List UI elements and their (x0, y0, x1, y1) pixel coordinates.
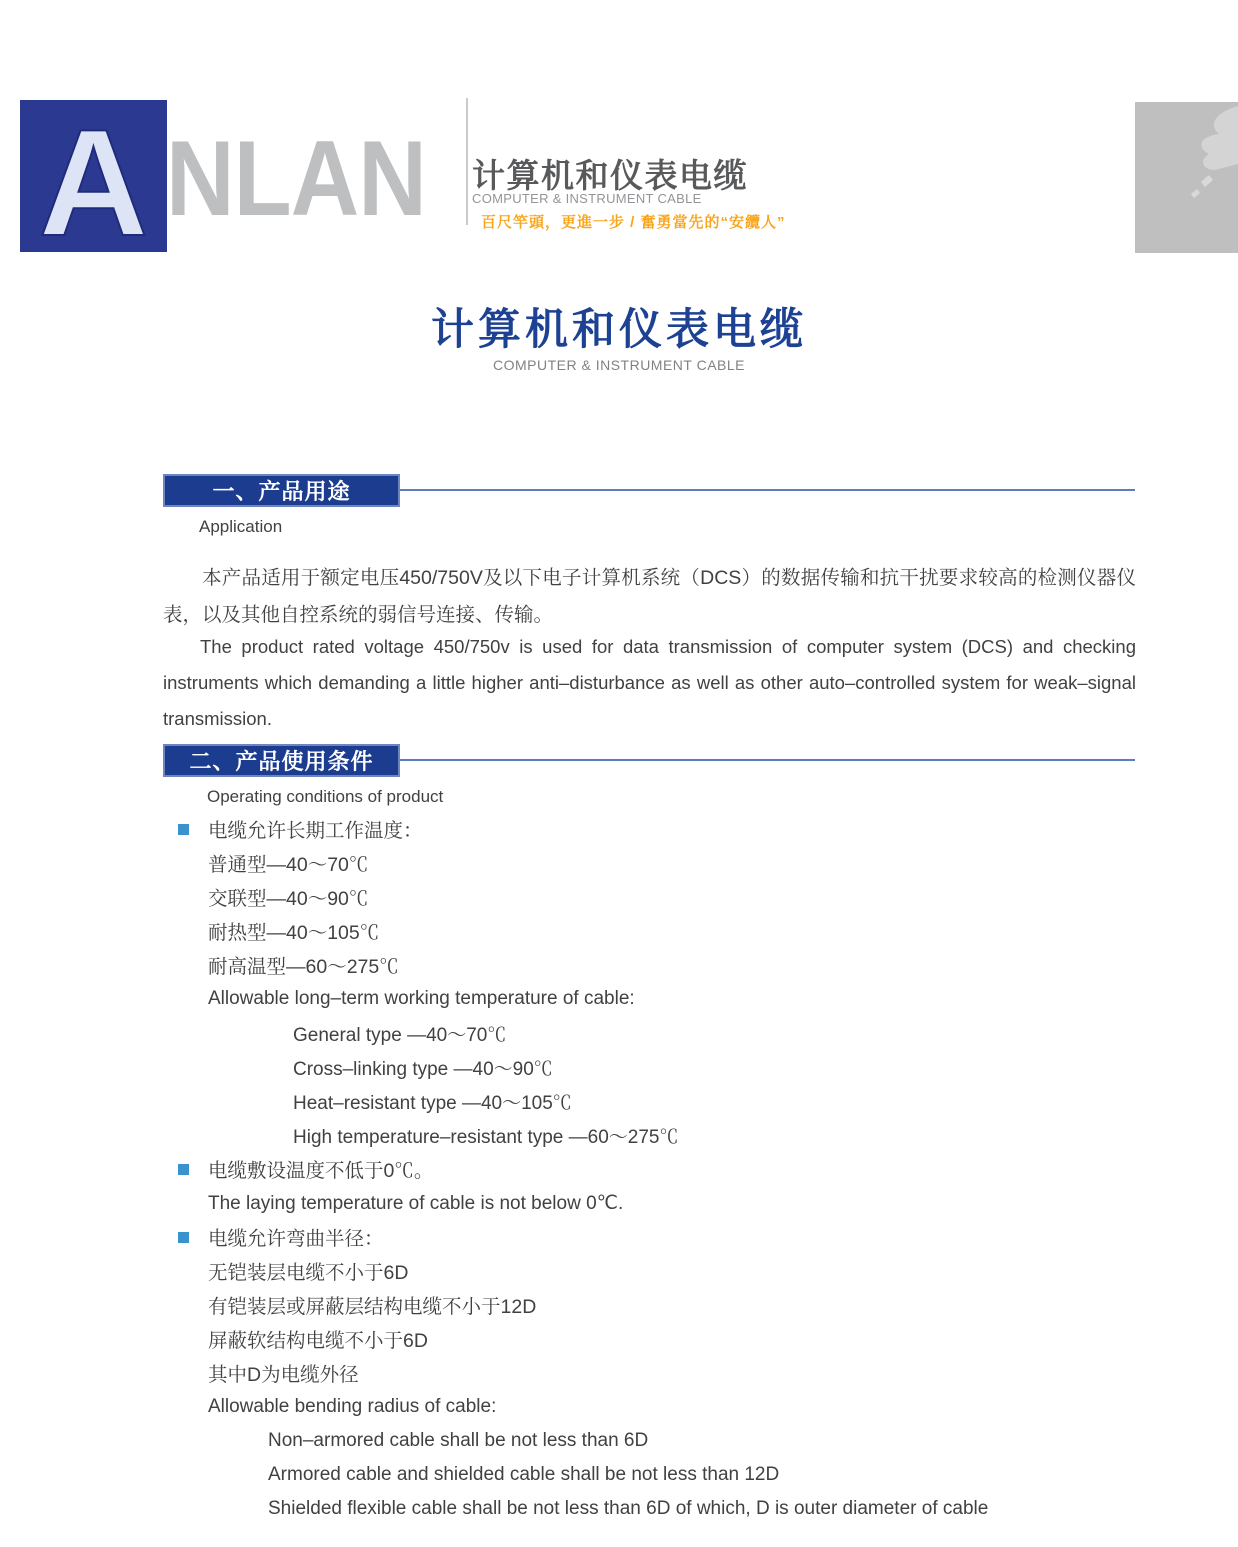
anlan-logo (20, 100, 167, 252)
operating-conditions-list (163, 812, 1136, 1526)
list-item: Allowable long–term working temperature of cable: (208, 988, 635, 1009)
list-item: 耐热型—40～105℃ (208, 922, 380, 944)
list-item (163, 1152, 1136, 1186)
section-1-paragraph-en: The product rated voltage 450/750v is used for data transmission of computer system (DCS) and checking instruments which demanding a little higher anti–disturbance as well as other auto–controlled system for weak–signal transmission. (163, 636, 1136, 729)
section-1-paragraph-cn: 本产品适用于额定电压450/750V及以下电子计算机系统（DCS）的数据传输和抗干扰要求较高的检测仪器仪表，以及其他自控系统的弱信号连接、传输。 (163, 567, 1136, 626)
section-2-heading: 二、产品使用条件 (163, 744, 400, 777)
list-item: The laying temperature of cable is not below 0℃. (208, 1192, 624, 1214)
list-item: 无铠装层电缆不小于6D (208, 1262, 409, 1284)
bullet-square-icon (178, 824, 189, 835)
list-item: 耐高温型—60～275℃ (208, 956, 399, 978)
list-item: 交联型—40～90℃ (208, 888, 369, 910)
section-1-heading: 一、产品用途 (163, 474, 400, 507)
list-item: Shielded flexible cable shall be not less than 6D of which, D is outer diameter of cable (268, 1498, 989, 1519)
logo-letter-a: A (38, 100, 149, 252)
page-title: 计算机和仪表电缆 (431, 306, 807, 354)
list-item: High temperature–resistant type —60～275℃ (293, 1126, 679, 1148)
list-item: Cross–linking type —40～90℃ (293, 1058, 553, 1080)
list-item: Allowable bending radius of cable: (208, 1396, 497, 1417)
header-photo (1135, 102, 1238, 253)
section-1-subheading: Application (199, 517, 283, 536)
list-item (163, 812, 1136, 846)
header-divider (466, 98, 468, 225)
list-item: 屏蔽软结构电缆不小于6D (208, 1330, 428, 1352)
page-subtitle: COMPUTER & INSTRUMENT CABLE (492, 357, 746, 373)
bullet-square-icon (178, 1164, 189, 1175)
bullet-title: 电缆允许弯曲半径： (208, 1228, 384, 1250)
section-2-rule (400, 759, 1135, 761)
list-item: General type —40～70℃ (293, 1024, 507, 1046)
list-item (163, 1220, 1136, 1254)
bullet-square-icon (178, 1232, 189, 1243)
section-1-rule (400, 489, 1135, 491)
bullet-title: 电缆敷设温度不低于0℃。 (208, 1160, 434, 1182)
header-tagline: 百尺竿頭，更進一步 / 奮勇當先的“安纜人” (481, 214, 786, 231)
section-2-subheading: Operating conditions of product (207, 787, 444, 806)
list-item: 其中D为电缆外径 (208, 1364, 359, 1386)
list-item: 有铠装层或屏蔽层结构电缆不小于12D (208, 1296, 537, 1318)
bullet-title: 电缆允许长期工作温度： (208, 820, 423, 842)
list-item: Non–armored cable shall be not less than 6D (268, 1430, 649, 1451)
leaf-icon (1135, 102, 1238, 253)
list-item: 普通型—40～70℃ (208, 854, 369, 876)
header-product-title-cn: 计算机和仪表电缆 (472, 157, 748, 194)
logo-letters-nlan: NLAN (166, 119, 426, 239)
header-product-title-en: COMPUTER & INSTRUMENT CABLE (472, 191, 702, 206)
list-item: Armored cable and shielded cable shall be not less than 12D (268, 1464, 780, 1485)
list-item: Heat–resistant type —40～105℃ (293, 1092, 572, 1114)
